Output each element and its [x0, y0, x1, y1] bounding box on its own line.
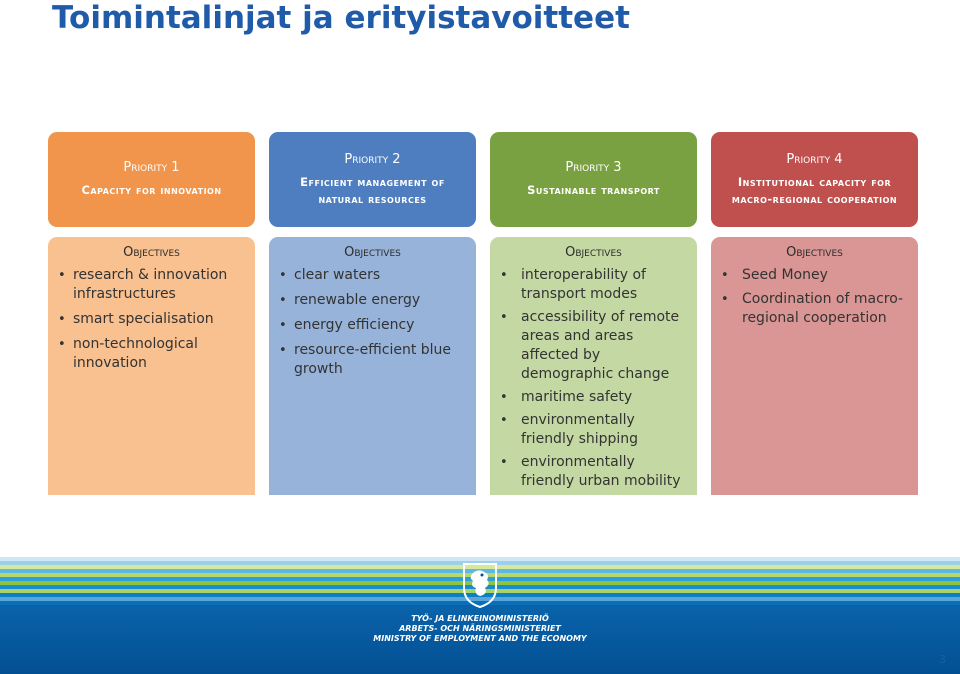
- priority-2-number: Priority 2: [344, 151, 401, 167]
- priority-1-name: Capacity for innovation: [81, 183, 222, 197]
- priority-1-objectives: [48, 237, 255, 495]
- objective-item: • interoperability of transport modes: [498, 266, 689, 304]
- objective-item: • Coordination of macro-regional cooperation: [719, 290, 910, 328]
- objective-item: • accessibility of remote areas and areas affected by demographic change: [498, 308, 689, 384]
- objective-item: • resource-efficient blue growth: [277, 341, 468, 379]
- priority-3-objectives: [490, 237, 697, 495]
- ministry-name-fi: TYÖ- JA ELINKEINOMINISTERIÖ: [411, 614, 549, 623]
- priority-3-name: Sustainable transport: [527, 183, 660, 197]
- priority-3-number: Priority 3: [565, 160, 622, 175]
- objective-item: • smart specialisation: [56, 310, 247, 329]
- objective-item: • renewable energy: [277, 291, 468, 310]
- objectives-heading: Objectives: [565, 245, 622, 260]
- priority-2-objectives: [269, 237, 476, 495]
- objective-item: • non-technological innovation: [56, 335, 247, 373]
- lion-crest-icon: [460, 562, 500, 608]
- priority-1-box: [48, 132, 255, 227]
- priority-2-name: Efficient management of natural resources: [300, 174, 445, 206]
- objectives-heading: Objectives: [786, 245, 843, 260]
- objectives-heading: Objectives: [123, 245, 180, 260]
- priority-2-box: [269, 132, 476, 227]
- objectives-heading: Objectives: [344, 245, 401, 260]
- ministry-name-en: MINISTRY OF EMPLOYMENT AND THE ECONOMY: [373, 634, 587, 643]
- priority-4-box: [711, 132, 918, 227]
- slide-title: Toimintalinjat ja erityistavoitteet: [52, 0, 630, 36]
- objective-item: • clear waters: [277, 266, 468, 285]
- ministry-name-sv: ARBETS- OCH NÄRINGSMINISTERIET: [399, 624, 561, 633]
- objective-item: • research & innovation infrastructures: [56, 266, 247, 304]
- objective-item: • Seed Money: [719, 266, 910, 285]
- priority-4-objectives: [711, 237, 918, 495]
- priority-1-number: Priority 1: [123, 160, 180, 175]
- objective-item: • maritime safety: [498, 388, 689, 407]
- ministry-name: [340, 614, 620, 644]
- objective-item: • environmentally friendly urban mobility: [498, 453, 689, 491]
- priority-3-box: [490, 132, 697, 227]
- objective-item: • environmentally friendly shipping: [498, 411, 689, 449]
- page-number: 3: [939, 653, 946, 666]
- priority-4-number: Priority 4: [786, 151, 843, 167]
- objective-item: • energy efficiency: [277, 316, 468, 335]
- priority-4-name: Institutional capacity for macro-regional cooperation: [731, 174, 898, 206]
